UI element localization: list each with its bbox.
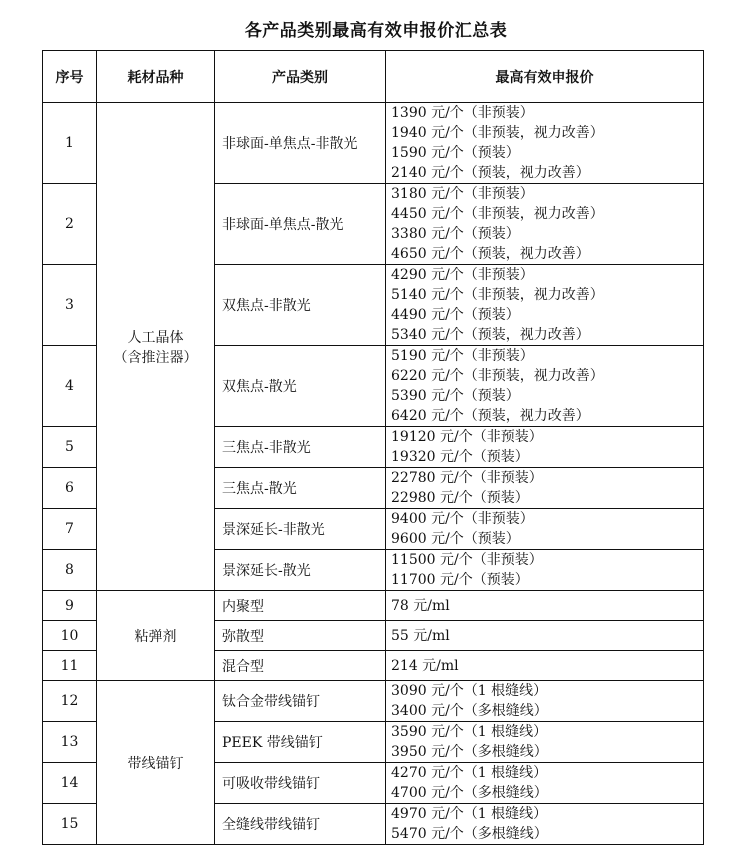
row-category: PEEK 带线锚钉 <box>215 722 386 763</box>
price-line: 9400 元/个（非预装） <box>391 511 534 527</box>
row-num: 13 <box>43 722 97 763</box>
price-line: 19320 元/个（预装） <box>391 449 529 465</box>
row-price <box>386 804 704 845</box>
price-line: 1590 元/个（预装） <box>391 145 520 161</box>
header-category: 产品类别 <box>215 51 386 103</box>
price-line: 19120 元/个（非预装） <box>391 429 543 445</box>
row-price <box>386 621 704 651</box>
price-line: 1390 元/个（非预装） <box>391 105 534 121</box>
row-price <box>386 346 704 427</box>
price-line: 3090 元/个（1 根缝线） <box>391 683 548 699</box>
row-num: 7 <box>43 509 97 550</box>
row-category: 钛合金带线锚钉 <box>215 681 386 722</box>
header-material: 耗材品种 <box>97 51 215 103</box>
row-category: 非球面-单焦点-非散光 <box>215 103 386 184</box>
table-row <box>43 591 704 621</box>
price-line: 6420 元/个（预装，视力改善） <box>391 408 590 424</box>
row-price <box>386 427 704 468</box>
price-line: 9600 元/个（预装） <box>391 531 520 547</box>
price-line: 11700 元/个（预装） <box>391 572 529 588</box>
row-num: 3 <box>43 265 97 346</box>
row-category: 弥散型 <box>215 621 386 651</box>
row-category: 双焦点-散光 <box>215 346 386 427</box>
row-price <box>386 468 704 509</box>
price-line: 4450 元/个（非预装，视力改善） <box>391 206 604 222</box>
price-line: 55 元/ml <box>391 627 450 644</box>
row-category: 三焦点-散光 <box>215 468 386 509</box>
table-row <box>43 103 704 184</box>
price-line: 3180 元/个（非预装） <box>391 186 534 202</box>
price-line: 5340 元/个（预装，视力改善） <box>391 327 590 343</box>
row-num: 1 <box>43 103 97 184</box>
price-summary-table <box>42 50 704 845</box>
row-price <box>386 681 704 722</box>
row-num: 15 <box>43 804 97 845</box>
row-category: 景深延长-非散光 <box>215 509 386 550</box>
row-category: 非球面-单焦点-散光 <box>215 184 386 265</box>
row-num: 12 <box>43 681 97 722</box>
price-line: 4700 元/个（多根缝线） <box>391 785 548 801</box>
price-line: 4290 元/个（非预装） <box>391 267 534 283</box>
material-name: 粘弹剂 <box>134 628 177 645</box>
row-category: 可吸收带线锚钉 <box>215 763 386 804</box>
row-category: 全缝线带线锚钉 <box>215 804 386 845</box>
material-note: （含推注器） <box>113 349 198 366</box>
price-line: 22980 元/个（预装） <box>391 490 529 506</box>
row-price <box>386 651 704 681</box>
price-line: 5190 元/个（非预装） <box>391 348 534 364</box>
row-price <box>386 763 704 804</box>
row-category: 景深延长-散光 <box>215 550 386 591</box>
price-line: 4970 元/个（1 根缝线） <box>391 806 548 822</box>
material-name: 人工晶体 <box>127 329 184 346</box>
document-title: 各产品类别最高有效申报价汇总表 <box>244 21 508 41</box>
price-line: 3950 元/个（多根缝线） <box>391 744 548 760</box>
material-group-iol <box>97 103 215 591</box>
price-line: 4490 元/个（预装） <box>391 307 520 323</box>
price-line: 1940 元/个（非预装，视力改善） <box>391 125 604 141</box>
price-line: 11500 元/个（非预装） <box>391 552 543 568</box>
row-num: 14 <box>43 763 97 804</box>
row-num: 5 <box>43 427 97 468</box>
row-price <box>386 509 704 550</box>
row-num: 4 <box>43 346 97 427</box>
price-line: 22780 元/个（非预装） <box>391 470 543 486</box>
table-row <box>43 681 704 722</box>
row-num: 9 <box>43 591 97 621</box>
price-line: 5390 元/个（预装） <box>391 388 520 404</box>
row-category: 双焦点-非散光 <box>215 265 386 346</box>
row-price <box>386 591 704 621</box>
row-category: 混合型 <box>215 651 386 681</box>
header-price: 最高有效申报价 <box>386 51 704 103</box>
price-line: 4650 元/个（预装，视力改善） <box>391 246 590 262</box>
price-line: 4270 元/个（1 根缝线） <box>391 765 548 781</box>
price-line: 3380 元/个（预装） <box>391 226 520 242</box>
price-line: 214 元/ml <box>391 657 459 674</box>
row-price <box>386 265 704 346</box>
row-category: 三焦点-非散光 <box>215 427 386 468</box>
row-category: 内聚型 <box>215 591 386 621</box>
row-price <box>386 184 704 265</box>
price-line: 3400 元/个（多根缝线） <box>391 703 548 719</box>
row-num: 11 <box>43 651 97 681</box>
row-price <box>386 722 704 763</box>
row-num: 2 <box>43 184 97 265</box>
price-line: 6220 元/个（非预装，视力改善） <box>391 368 604 384</box>
price-line: 78 元/ml <box>391 597 450 614</box>
row-price <box>386 103 704 184</box>
material-group-ovd <box>97 591 215 681</box>
price-line: 5140 元/个（非预装，视力改善） <box>391 287 604 303</box>
price-line: 3590 元/个（1 根缝线） <box>391 724 548 740</box>
row-num: 10 <box>43 621 97 651</box>
header-row <box>43 51 704 103</box>
price-line: 5470 元/个（多根缝线） <box>391 826 548 842</box>
row-price <box>386 550 704 591</box>
material-group-anchor <box>97 681 215 845</box>
header-num: 序号 <box>43 51 97 103</box>
price-line: 2140 元/个（预装，视力改善） <box>391 165 590 181</box>
row-num: 6 <box>43 468 97 509</box>
material-name: 带线锚钉 <box>127 755 184 772</box>
row-num: 8 <box>43 550 97 591</box>
